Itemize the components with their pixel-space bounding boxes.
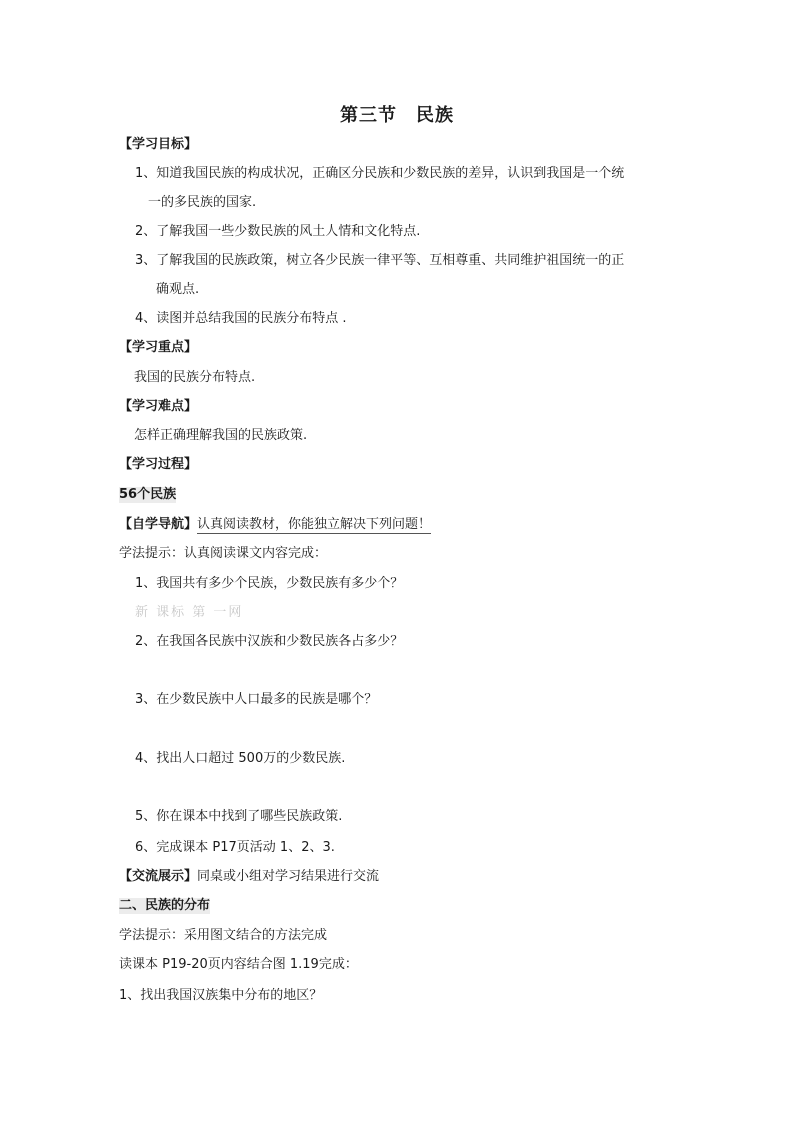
- goal-item-3-line-2: 确观点.: [156, 282, 200, 297]
- exchange-text: 同桌或小组对学习结果进行交流: [197, 869, 380, 884]
- watermark-text: 新 课标 第 一网: [135, 605, 244, 620]
- exchange-row: [119, 869, 379, 885]
- goal-item-1-line-1: 1、知道我国民族的构成状况，正确区分民族和少数民族的差异，认识到我国是一个统: [135, 166, 625, 181]
- goal-item-3-line-1: 3、了解我国的民族政策，树立各少民族一律平等、互相尊重、共同维护祖国统一的正: [135, 253, 625, 268]
- goal-item-2: 2、了解我国一些少数民族的风土人情和文化特点.: [135, 224, 421, 239]
- section-56-ethnic-groups: 56个民族: [119, 487, 177, 502]
- self-study-text: 认真阅读教材，你能独立解决下列问题！: [197, 517, 432, 532]
- goals-heading: 【学习目标】: [119, 137, 198, 152]
- difficulty-text: 怎样正确理解我国的民族政策.: [134, 428, 308, 443]
- goal-item-4: 4、读图并总结我国的民族分布特点 .: [135, 311, 347, 326]
- process-heading: 【学习过程】: [119, 457, 198, 472]
- study-tip: 学法提示：认真阅读课文内容完成：: [119, 546, 328, 561]
- question-6: 6、完成课本 P17页活动 1、2、3.: [135, 840, 335, 855]
- study-tip-2: 学法提示：采用图文结合的方法完成: [119, 928, 328, 943]
- question-3: 3、在少数民族中人口最多的民族是哪个？: [135, 692, 378, 707]
- self-study-label: 【自学导航】: [119, 517, 198, 532]
- goal-item-1-line-2: 一的多民族的国家.: [148, 195, 257, 210]
- reading-instruction: 读课本 P19-20页内容结合图 1.19完成：: [119, 957, 358, 972]
- question-1: 1、我国共有多少个民族，少数民族有多少个？: [135, 576, 404, 591]
- question-2: 2、在我国各民族中汉族和少数民族各占多少？: [135, 634, 404, 649]
- distribution-question-1: 1、找出我国汉族集中分布的地区？: [119, 988, 323, 1003]
- section-distribution: 二、民族的分布: [119, 898, 211, 913]
- self-study-row: [119, 517, 431, 533]
- difficulty-heading: 【学习难点】: [119, 399, 198, 414]
- question-4: 4、找出人口超过 500万的少数民族.: [135, 751, 346, 766]
- page-title: 第三节 民族: [340, 105, 454, 126]
- question-5: 5、你在课本中找到了哪些民族政策.: [135, 809, 343, 824]
- key-point-text: 我国的民族分布特点.: [134, 370, 256, 385]
- exchange-label: 【交流展示】: [119, 869, 198, 884]
- key-point-heading: 【学习重点】: [119, 340, 198, 355]
